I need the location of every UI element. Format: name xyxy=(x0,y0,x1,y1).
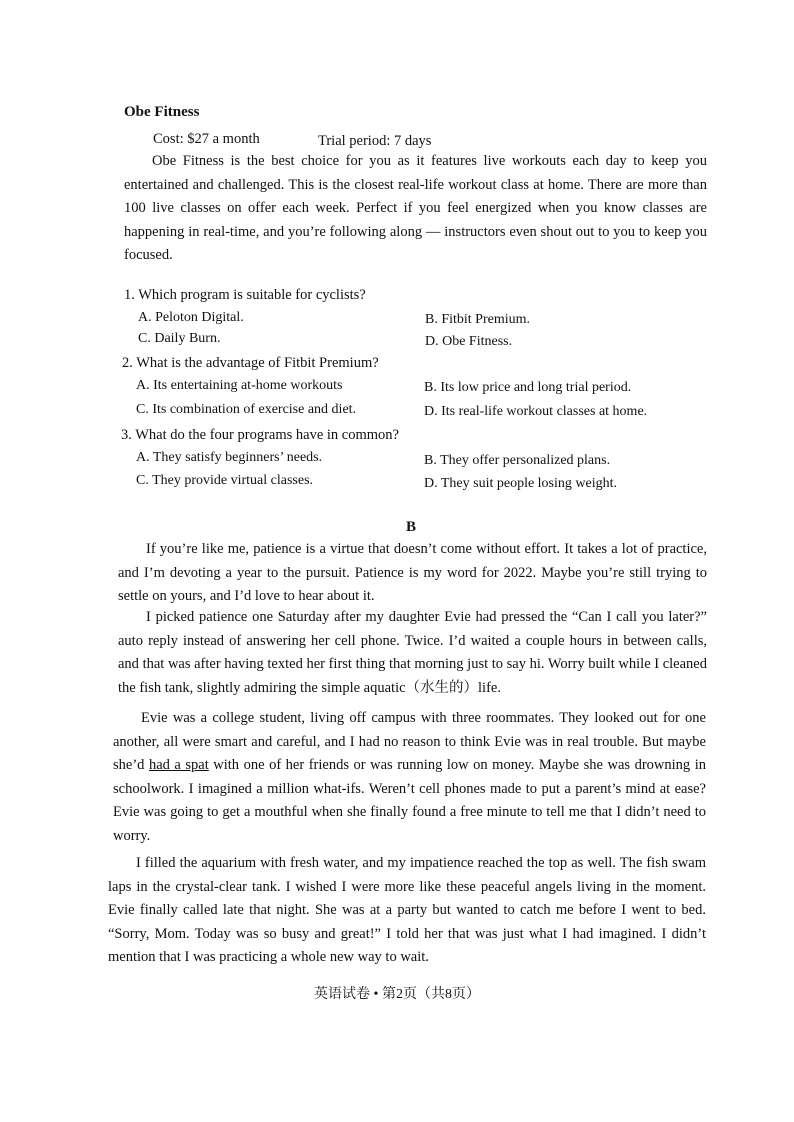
question-2-stem: 2. What is the advantage of Fitbit Premium? xyxy=(122,355,379,371)
passage-paragraph-3 xyxy=(113,707,706,848)
question-3-option-b: B. They offer personalized plans. xyxy=(424,453,611,468)
question-1-option-a: A. Peloton Digital. xyxy=(138,310,244,325)
question-1-stem: 1. Which program is suitable for cyclists? xyxy=(124,287,366,303)
passage-paragraph-4: I filled the aquarium with fresh water, and my impatience reached the top as well. The fish swam laps in the crystal-clear tank. I wished I were more like these peaceful angels living in the moment. Evie finally called late that night. She was at a party but wanted to catch me before I went to bed. “Sorry, Mom. Today was so busy and great!” I told her that was just what I had imagined. I didn’t mention that I was practicing a whole new way to wait. xyxy=(108,855,706,965)
cost-label: Cost: $27 a month xyxy=(153,131,260,147)
question-3-option-a: A. They satisfy beginners’ needs. xyxy=(136,450,323,465)
paragraph-3-text-end: with one of her friends or was running low on money. Maybe she was drowning in schoolwork. I imagined a million what-ifs. Weren’t cell phones made to put a parent’s mind at ease? Evie was going to get a mouthful when she finally found a free minute to tell me that I didn’t need to worry. xyxy=(113,757,706,844)
question-1-option-d: D. Obe Fitness. xyxy=(425,334,513,349)
section-title: Obe Fitness xyxy=(124,104,200,120)
question-1-option-c: C. Daily Burn. xyxy=(138,331,221,346)
question-2-option-c: C. Its combination of exercise and diet. xyxy=(136,402,357,417)
trial-label: Trial period: 7 days xyxy=(318,133,432,149)
obe-description: Obe Fitness is the best choice for you as it features live workouts each day to keep you entertained and challenged. This is the closest real-life workout class at home. There are more than 100 live classes on offer each week. Perfect if you feel energized when you know classes are happening in real-time, and you’re following along — instructors even shout out to you to keep you focused. xyxy=(124,153,707,263)
question-3-option-c: C. They provide virtual classes. xyxy=(136,473,314,488)
underlined-phrase: had a spat xyxy=(148,757,209,773)
passage-paragraph-2: I picked patience one Saturday after my daughter Evie had pressed the “Can I call you later?” auto reply instead of answering her cell phone. Twice. I’d waited a couple hours in between calls, and that was after having texted her first thing that morning just to say hi. Worry built while I cleaned the fish tank, slightly admiring the simple aquatic（水生的）life. xyxy=(118,609,707,696)
section-b-label: B xyxy=(406,519,417,535)
page-footer: 英语试卷 • 第2页（共8页） xyxy=(314,987,480,1002)
passage-paragraph-1: If you’re like me, patience is a virtue that doesn’t come without effort. It takes a lot of practice, and I’m devoting a year to the pursuit. Patience is my word for 2022. Maybe you’re still trying to settle on yours, and I’d love to hear about it. xyxy=(118,541,707,604)
question-1-option-b: B. Fitbit Premium. xyxy=(425,312,531,327)
paragraph-3-text-start: Evie was a college student, living off campus with three roommates. They looked out for one another, all were smart and careful, and I had no reason to think Evie was in real trouble. But maybe she’d xyxy=(113,710,706,773)
question-2-option-b: B. Its low price and long trial period. xyxy=(424,380,632,395)
question-3-option-d: D. They suit people losing weight. xyxy=(424,476,617,491)
question-2-option-d: D. Its real-life workout classes at home. xyxy=(424,404,648,419)
question-3-stem: 3. What do the four programs have in common? xyxy=(121,427,399,443)
question-2-option-a: A. Its entertaining at-home workouts xyxy=(136,378,343,393)
